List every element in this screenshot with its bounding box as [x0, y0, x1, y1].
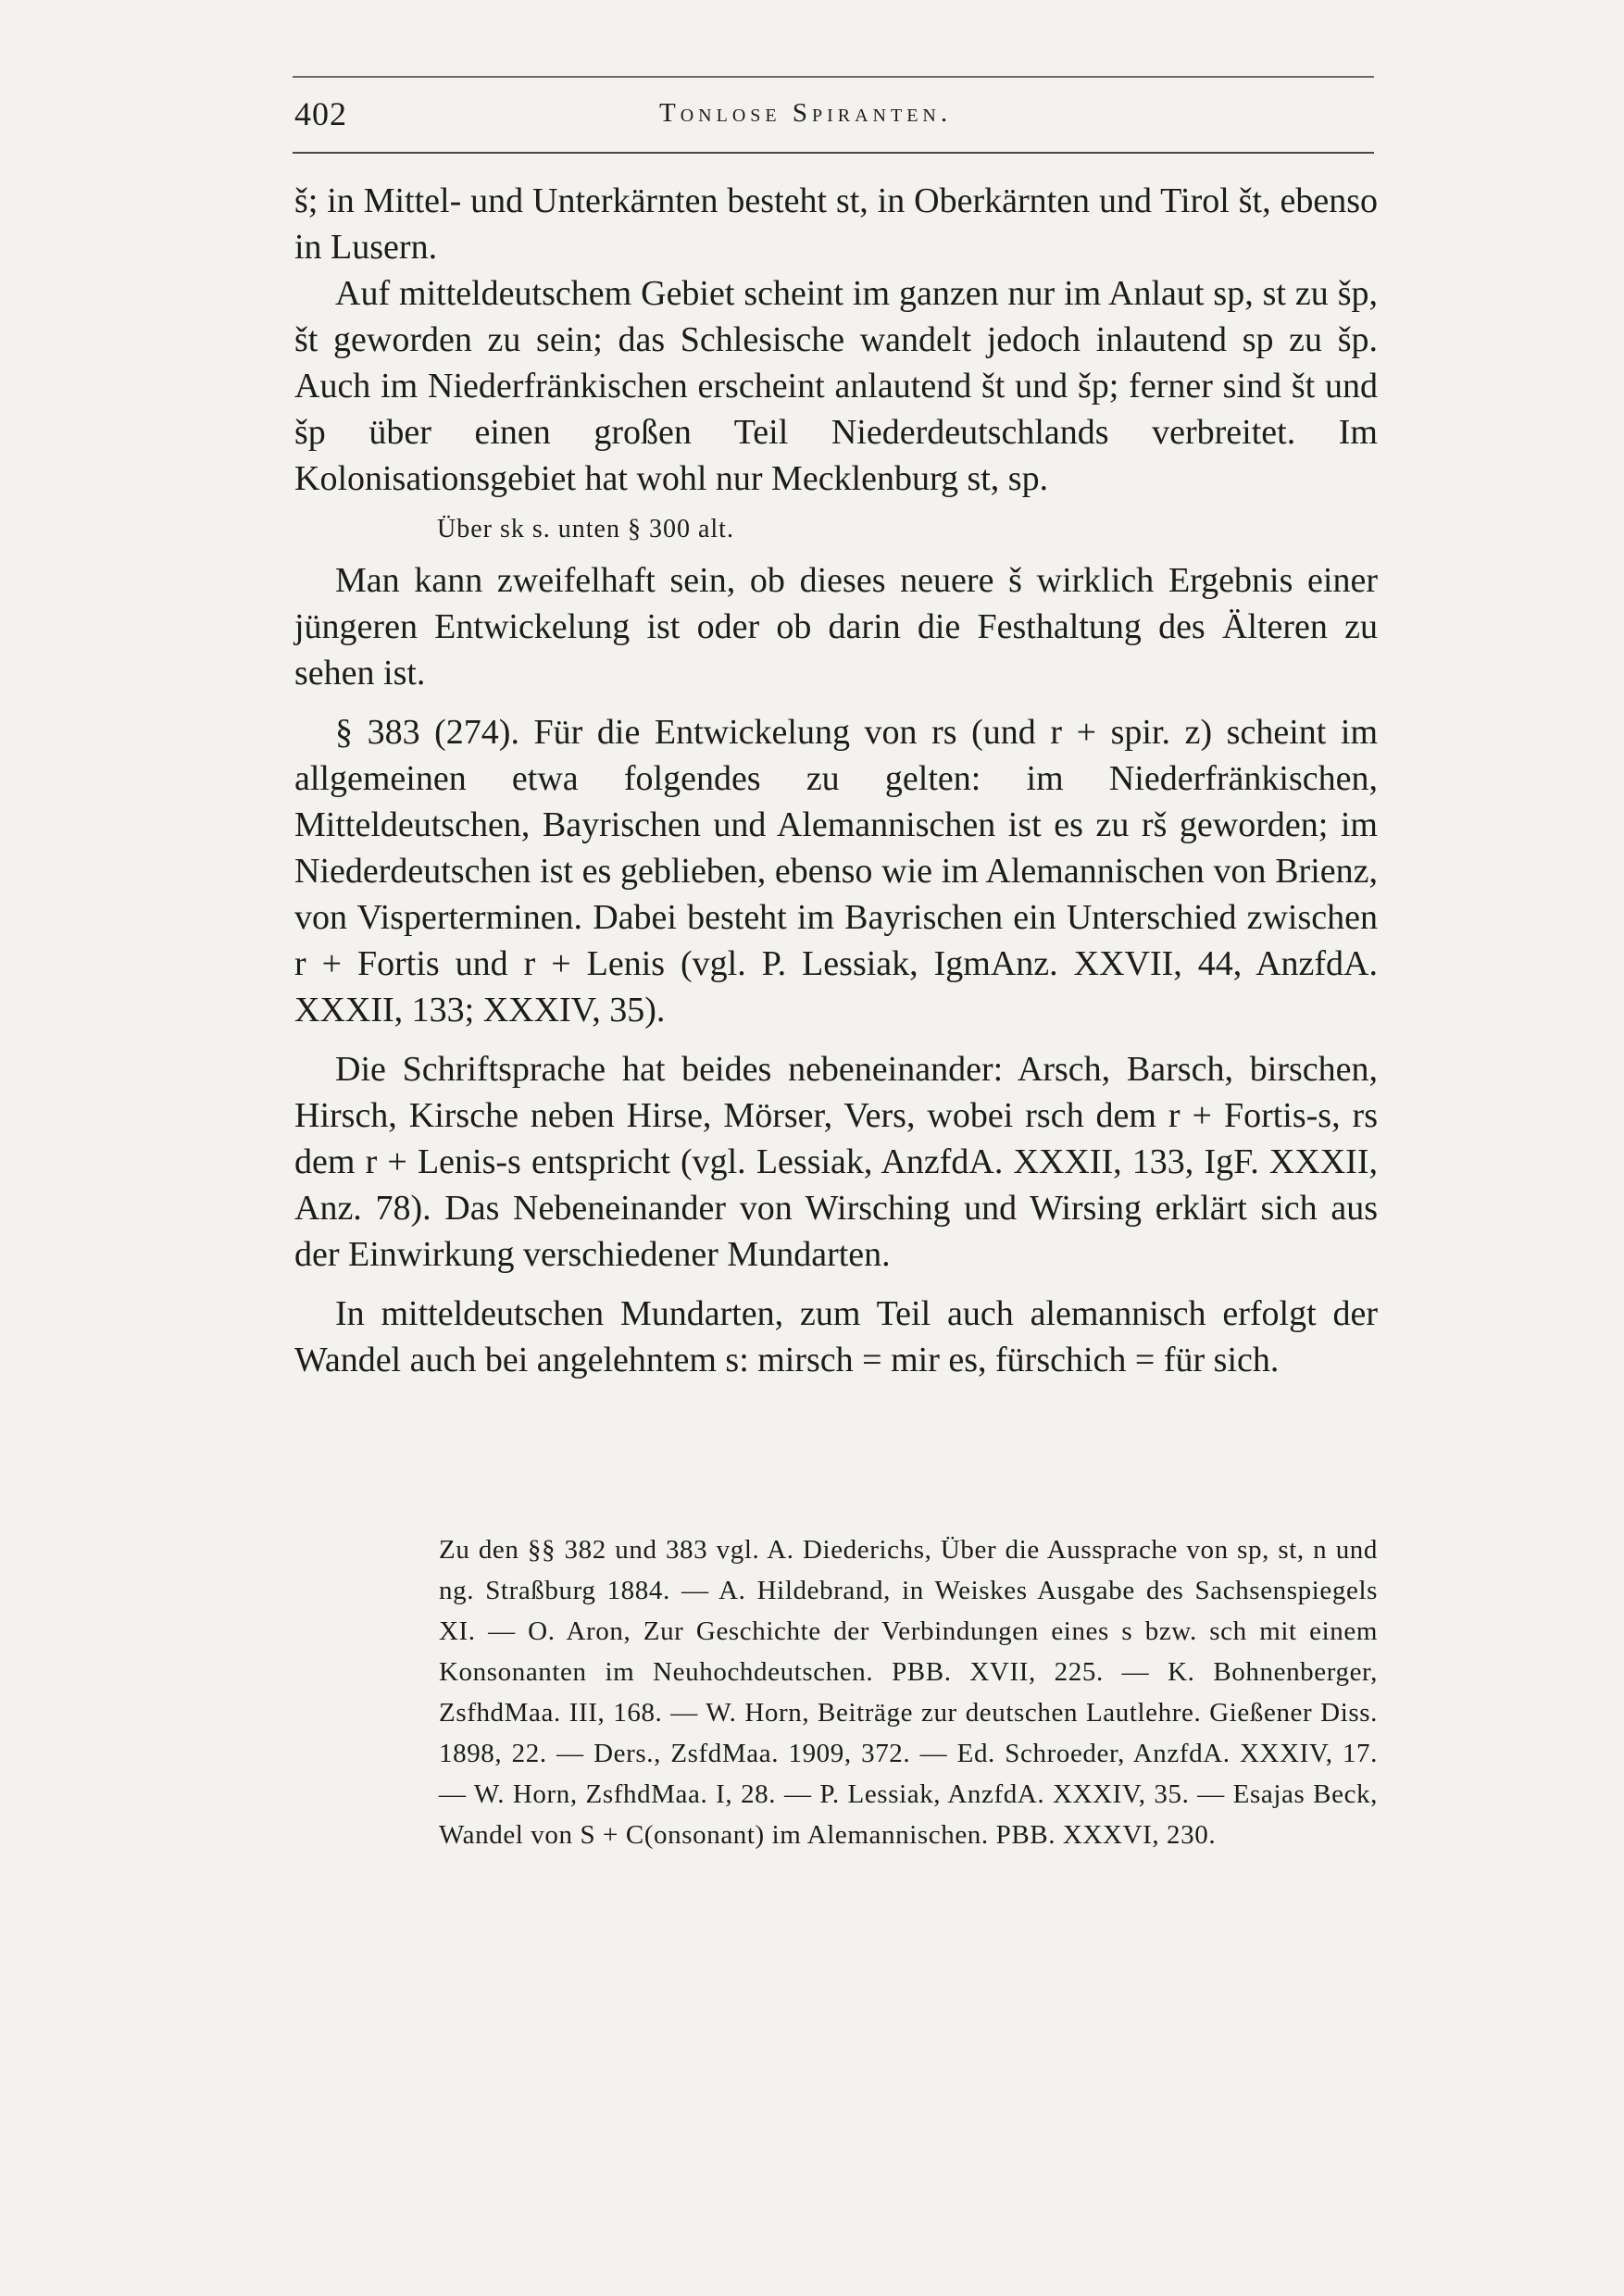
bibliography-footnote: Zu den §§ 382 und 383 vgl. A. Diederichs, Über die Aussprache von sp, st, n und ng. Straßburg 1884. — A. Hildebrand, in Weiskes Ausgabe des Sachsenspiegels XI. — O. Aron, Zur Geschichte der Verbindungen eines s bzw. sch mit einem Konsonanten im Neuhochdeutschen. PBB. XVII, 225. — K. Bohnenberger, ZsfhdMaa. III, 168. — W. Horn, Beiträge zur deutschen Lautlehre. Gießener Diss. 1898, 22. — Ders., ZsfdMaa. 1909, 372. — Ed. Schroeder, AnzfdA. XXXIV, 17. — W. Horn, ZsfhdMaa. I, 28. — P. Lessiak, AnzfdA. XXXIV, 35. — Esajas Beck, Wandel von S + C(onsonant) im Alemannischen. PBB. XXXVI, 230.: [439, 1535, 1378, 1850]
paragraph-continuation: š; in Mittel- und Unterkärnten besteht st, in Oberkärnten und Tirol št, ebenso in Lusern.: [294, 181, 1378, 267]
page-header: [293, 76, 1374, 154]
paragraph-schriftsprache: Die Schriftsprache hat beides nebeneinander: Arsch, Barsch, birschen, Hirsch, Kirsche neben Hirse, Mörser, Vers, wobei rsch dem r + Fortis-s, rs dem r + Lenis-s entspricht (vgl. Lessiak, AnzfdA. XXXII, 133, IgF. XXXII, Anz. 78). Das Nebeneinander von Wirsching und Wirsing erklärt sich aus der Einwirkung verschiedener Mundarten.: [294, 1050, 1378, 1274]
section-383: § 383 (274). Für die Entwickelung von rs (und r + spir. z) scheint im allgemeinen etwa folgendes zu gelten: im Niederfränkischen, Mitteldeutschen, Bayrischen und Alemannischen ist es zu rš geworden; im Niederdeutschen ist es geblieben, ebenso wie im Alemannischen von Brienz, von Visperterminen. Dabei besteht im Bayrischen ein Unterschied zwischen r + Fortis und r + Lenis (vgl. P. Lessiak, IgmAnz. XXVII, 44, AnzfdA. XXXII, 133; XXXIV, 35).: [294, 713, 1378, 1029]
paragraph-mundarten: In mitteldeutschen Mundarten, zum Teil auch alemannisch erfolgt der Wandel auch bei angelehntem s: mirsch = mir es, fürschich = für sich.: [294, 1294, 1378, 1379]
main-text: [294, 178, 1378, 1383]
paragraph-entwickelung: Man kann zweifelhaft sein, ob dieses neuere š wirklich Ergebnis einer jüngeren Entwickelung ist oder ob darin die Festhaltung des Älteren zu sehen ist.: [294, 561, 1378, 693]
paragraph-mitteldeutsch: Auf mitteldeutschem Gebiet scheint im ganzen nur im Anlaut sp, st zu šp, št geworden zu sein; das Schlesische wandelt jedoch inlautend sp zu šp. Auch im Niederfränkischen erscheint anlautend št und šp; ferner sind št und šp über einen großen Teil Niederdeutschlands verbreitet. Im Kolonisationsgebiet hat wohl nur Mecklenburg st, sp.: [294, 274, 1378, 498]
cross-reference-note: Über sk s. unten § 300 alt.: [437, 515, 734, 543]
running-title: Tonlose Spiranten.: [659, 98, 953, 128]
page-number: 402: [294, 95, 347, 132]
